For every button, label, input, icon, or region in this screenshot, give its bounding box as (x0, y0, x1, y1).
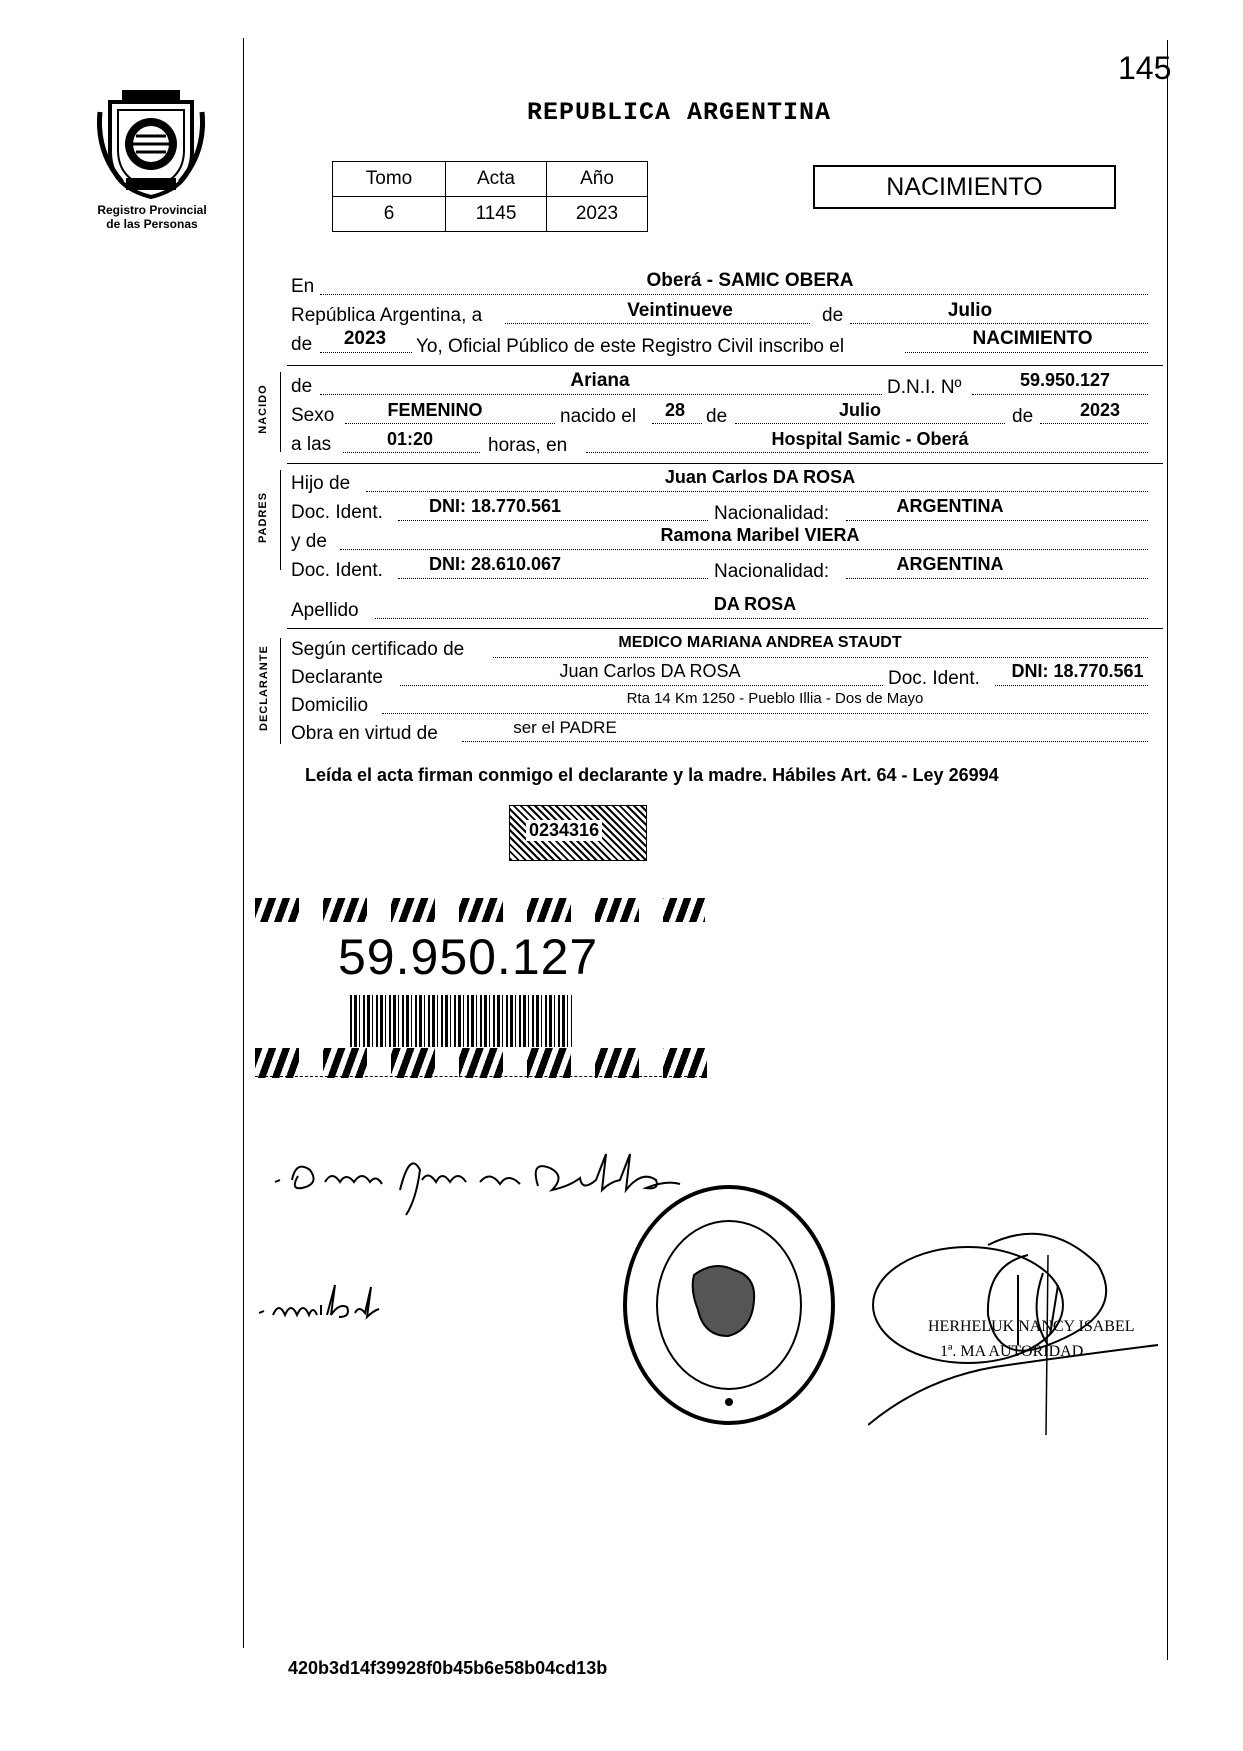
security-stamp-number: 0234316 (526, 820, 602, 841)
registry-caption-line1: Registro Provincial (97, 203, 207, 217)
declarante-side-label: DECLARANTE (258, 645, 270, 731)
de-label: de (822, 305, 844, 326)
registry-table (332, 161, 648, 232)
header-tomo: Tomo (333, 162, 446, 197)
padres-bracket (280, 470, 281, 570)
sex-value: FEMENINO (387, 400, 483, 420)
birth-place-value: Hospital Samic - Oberá (771, 429, 969, 449)
declarante-bracket (280, 638, 281, 744)
segun-label: Según certificado de (291, 639, 465, 660)
section-divider (287, 365, 1163, 366)
en-label: En (291, 276, 315, 297)
registry-logo-caption (82, 203, 222, 231)
dotted-line (735, 423, 1005, 424)
birth-year-value: 2023 (1079, 400, 1121, 420)
dotted-line (1040, 423, 1148, 424)
birth-time-value: 01:20 (386, 429, 434, 449)
authority-name: HERHELUK NANCY ISABEL (928, 1318, 1135, 1335)
dotted-line (586, 452, 1148, 453)
left-margin-line (243, 38, 244, 1648)
dotted-line (850, 323, 1148, 324)
document-hash: 420b3d14f39928f0b45b6e58b04cd13b (288, 1658, 608, 1678)
provincia-misiones-emblem (92, 82, 210, 200)
birth-day-value: 28 (664, 400, 686, 420)
dotted-line (846, 520, 1148, 521)
child-dni-value: 59.950.127 (1019, 370, 1111, 390)
dotted-line (366, 491, 1148, 492)
dotted-line (398, 520, 708, 521)
dotted-line (400, 685, 883, 686)
official-round-seal (618, 1180, 840, 1430)
mother-nationality-value: ARGENTINA (896, 554, 1004, 574)
nacido-bracket (280, 372, 281, 452)
header-anio: Año (547, 162, 648, 197)
declarant-doc-value: DNI: 18.770.561 (1011, 661, 1144, 681)
section-divider (287, 628, 1163, 629)
authority-role: 1ª. MA AUTORIDAD (940, 1343, 1084, 1360)
closing-statement: Leída el acta firman conmigo el declarante y la madre. Hábiles Art. 64 - Ley 26994 (305, 765, 999, 785)
large-dni-number: 59.950.127 (338, 929, 599, 985)
nacido-side-label: NACIDO (257, 384, 269, 434)
section-divider (287, 463, 1163, 464)
father-doc-value: DNI: 18.770.561 (428, 496, 562, 516)
padres-side-label: PADRES (257, 491, 269, 543)
dotted-line (340, 549, 1148, 550)
dni-label: D.N.I. Nº (887, 377, 962, 398)
child-name-value: Ariana (570, 370, 630, 391)
obra-value: ser el PADRE (513, 718, 617, 737)
de5-label: de (1012, 406, 1034, 427)
inscribe-value: NACIMIENTO (972, 328, 1093, 349)
security-stamp (509, 805, 647, 861)
de4-label: de (706, 406, 728, 427)
y-de-label: y de (291, 531, 327, 552)
father-nationality-value: ARGENTINA (896, 496, 1004, 516)
dni-barcode (350, 995, 572, 1047)
medical-certificate-value: MEDICO MARIANA ANDREA STAUDT (618, 634, 902, 651)
dotted-line (905, 352, 1148, 353)
security-band-baseline (255, 1076, 707, 1077)
dotted-line (320, 394, 882, 395)
registry-caption-line2: de las Personas (106, 217, 198, 231)
mother-name-value: Ramona Maribel VIERA (660, 525, 860, 545)
republica-label: República Argentina, a (291, 305, 483, 326)
apellido-label: Apellido (291, 600, 359, 621)
horas-en-label: horas, en (488, 435, 568, 456)
dotted-line (493, 657, 1148, 658)
mother-signature (255, 1275, 385, 1335)
act-type-box: NACIMIENTO (813, 165, 1116, 209)
document-title: REPUBLICA ARGENTINA (527, 98, 832, 127)
security-band-top (255, 898, 705, 922)
dotted-line (398, 578, 708, 579)
declarante-label: Declarante (291, 667, 383, 688)
dotted-line (343, 452, 480, 453)
nacionalidad2-label: Nacionalidad: (714, 561, 830, 582)
value-acta: 1145 (446, 197, 547, 232)
day-value: Veintinueve (627, 300, 733, 321)
page-number: 145 (1118, 50, 1172, 86)
domicilio-label: Domicilio (291, 695, 369, 716)
dotted-line (652, 423, 702, 424)
yo-label: Yo, Oficial Público de este Registro Civil inscribo el (416, 336, 845, 357)
security-band-bottom (255, 1048, 707, 1078)
place-of-registration-value: Oberá - SAMIC OBERA (646, 270, 854, 291)
address-value: Rta 14 Km 1250 - Pueblo Illia - Dos de Mayo (626, 690, 924, 707)
dotted-line (345, 423, 555, 424)
de2-label: de (291, 334, 313, 355)
a-las-label: a las (291, 434, 332, 455)
obra-label: Obra en virtud de (291, 723, 438, 744)
mother-doc-value: DNI: 28.610.067 (428, 554, 562, 574)
nacido-el-label: nacido el (560, 406, 637, 427)
dotted-line (320, 352, 412, 353)
year-value: 2023 (343, 328, 387, 349)
birth-month-value: Julio (838, 400, 881, 420)
month-value: Julio (947, 300, 993, 321)
de3-label: de (291, 376, 313, 397)
father-name-value: Juan Carlos DA ROSA (664, 467, 856, 487)
dotted-line (382, 713, 1148, 714)
dotted-line (846, 578, 1148, 579)
dotted-line (375, 618, 1148, 619)
surname-value: DA ROSA (713, 594, 797, 614)
dotted-line (972, 394, 1148, 395)
nacionalidad-label: Nacionalidad: (714, 503, 830, 524)
doc-ident2-label: Doc. Ident. (291, 560, 383, 581)
doc-ident-label: Doc. Ident. (291, 502, 383, 523)
dotted-line (462, 741, 1148, 742)
doc-ident3-label: Doc. Ident. (888, 668, 980, 689)
dotted-line (995, 685, 1148, 686)
sexo-label: Sexo (291, 405, 335, 426)
value-anio: 2023 (547, 197, 648, 232)
dotted-line (505, 323, 810, 324)
header-acta: Acta (446, 162, 547, 197)
hijo-de-label: Hijo de (291, 473, 351, 494)
declarant-name-value: Juan Carlos DA ROSA (559, 661, 741, 681)
dotted-line (320, 294, 1148, 295)
value-tomo: 6 (333, 197, 446, 232)
